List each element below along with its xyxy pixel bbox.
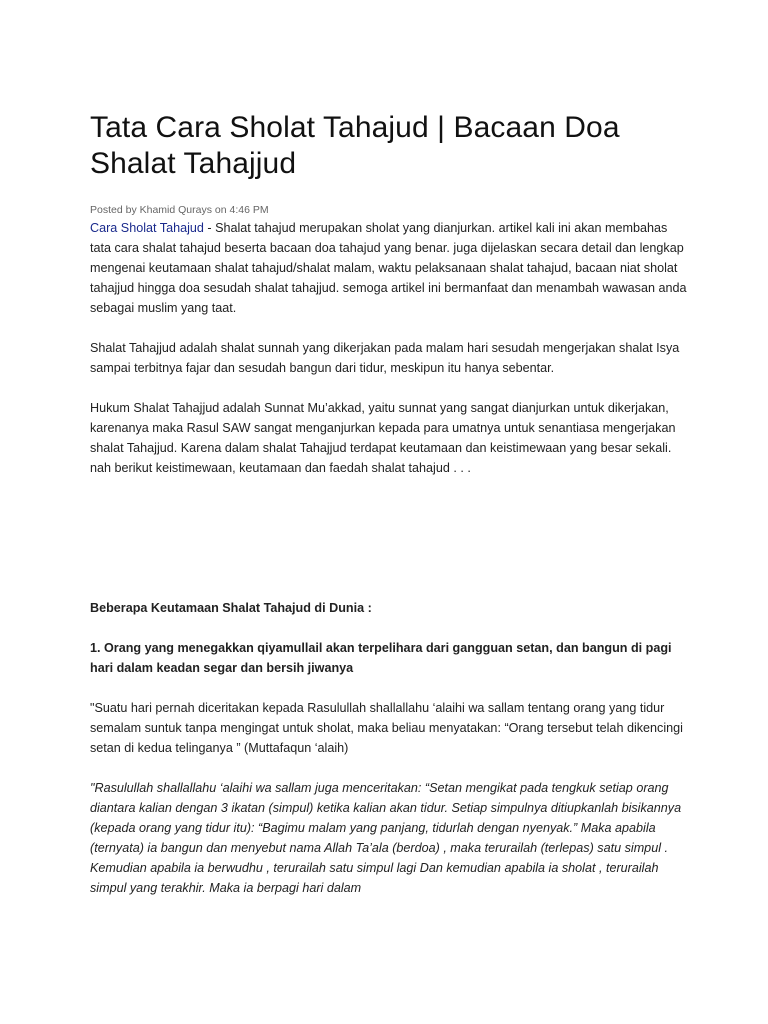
intro-paragraph: [90, 218, 690, 318]
paragraph-hukum: Hukum Shalat Tahajjud adalah Sunnat Mu’akkad, yaitu sunnat yang sangat dianjurkan untuk dikerjakan, karenanya maka Rasul SAW sangat menganjurkan kepada para umatnya untuk senantiasa mengerjakan shalat Tahajjud. Karena dalam shalat Tahajjud terdapat keutamaan dan keistimewaan yang besar sekali. nah berikut keistimewaan, keutamaan dan faedah shalat tahajud . . .: [90, 401, 676, 475]
post-meta: Posted by Khamid Qurays on 4:46 PM: [90, 204, 269, 216]
article-title: Tata Cara Sholat Tahajud | Bacaan Doa Shalat Tahajjud: [90, 111, 620, 180]
point-1: 1. Orang yang menegakkan qiyamullail akan terpelihara dari gangguan setan, dan bangun di pagi hari dalam keadan segar dan bersih jiwanya: [90, 641, 672, 675]
paragraph-definition: Shalat Tahajjud adalah shalat sunnah yang dikerjakan pada malam hari sesudah mengerjakan shalat Isya sampai terbitnya fajar dan sesudah bangun dari tidur, meskipun itu hanya sebentar.: [90, 341, 680, 375]
article-body: [90, 218, 690, 898]
intro-text: - Shalat tahajud merupakan sholat yang dianjurkan. artikel kali ini akan membahas tata cara shalat tahajud beserta bacaan doa tahajud yang benar. juga dijelaskan secara detail dan lengkap mengenai keutamaan shalat tahajud/shalat malam, waktu pelaksanaan shalat tahajud, bacaan niat sholat tahajjud hingga doa sesudah shalat tahajjud. semoga artikel ini bermanfaat dan menambah wawasan anda sebagai muslim yang taat.: [90, 221, 687, 315]
quote-2: "Rasulullah shallallahu ‘alaihi wa sallam juga menceritakan: “Setan mengikat pada tengkuk setiap orang diantara kalian dengan 3 ikatan (simpul) ketika kalian akan tidur. Setiap simpulnya ditiupkanlah bisikannya (kepada orang yang tidur itu): “Bagimu malam yang panjang, tidurlah dengan nyenyak.” Maka apabila (ternyata) ia bangun dan menyebut nama Allah Ta’ala (berdoa) , maka terurailah (terlepas) satu simpul . Kemudian apabila ia berwudhu , terurailah satu simpul lagi Dan kemudian apabila ia sholat , terurailah simpul yang terakhir. Maka ia berpagi hari dalam: [90, 781, 682, 895]
intro-link[interactable]: Cara Sholat Tahajud: [90, 221, 204, 235]
section-heading: Beberapa Keutamaan Shalat Tahajud di Dunia :: [90, 601, 372, 615]
quote-1: "Suatu hari pernah diceritakan kepada Rasulullah shallallahu ‘alaihi wa sallam tentang orang yang tidur semalam suntuk tanpa mengingat untuk sholat, maka beliau menyatakan: “Orang tersebut telah dikencingi setan di kedua telinganya ” (Muttafaqun ‘alaih): [90, 701, 683, 755]
